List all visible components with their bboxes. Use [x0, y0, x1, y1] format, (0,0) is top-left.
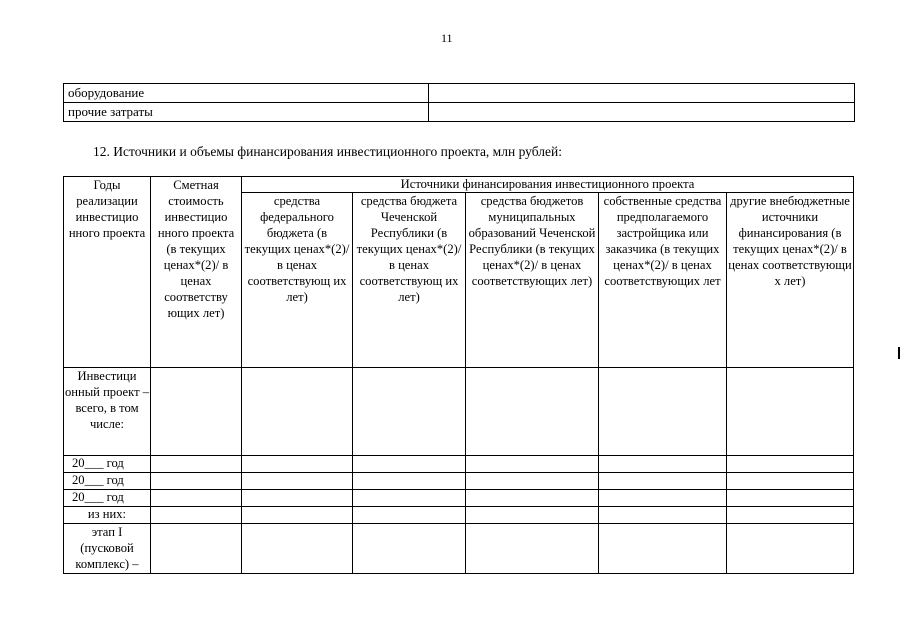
empty-cell [429, 84, 855, 103]
margin-mark [898, 347, 900, 359]
col-header-estimated-cost: Сметная стоимость инвестицио нного проекта (в текущих ценах*(2)/ в ценах соответству ющих лет) [151, 177, 242, 368]
row-label-year: 20___ год [64, 456, 151, 473]
col-header-other-sources: другие внебюджетные источники финансирования (в текущих ценах*(2)/ в ценах соответствующи х лет) [727, 193, 854, 368]
row-label-of-them: из них: [64, 507, 151, 524]
table-row [64, 524, 854, 574]
col-header-developer-funds: собственные средства предполагаемого застройщика или заказчика (в текущих ценах*(2)/ в ценах соответствующих лет [599, 193, 727, 368]
row-label-other-costs: прочие затраты [64, 103, 429, 122]
table-row [64, 490, 854, 507]
cost-items-table [63, 83, 855, 122]
table-row [64, 456, 854, 473]
row-label-stage-1: этап I (пусковой комплекс) – [64, 524, 151, 574]
empty-cell [429, 103, 855, 122]
row-label-project-total: Инвестици онный проект – всего, в том числе: [64, 368, 151, 456]
row-label-year: 20___ год [64, 473, 151, 490]
header-row [64, 177, 854, 193]
table-row [64, 473, 854, 490]
table-row [64, 368, 854, 456]
col-header-municipal-budgets: средства бюджетов муниципальных образований Чеченской Республики (в текущих ценах*(2)/ в ценах соответствующих лет) [466, 193, 599, 368]
table-row [64, 103, 855, 122]
section-title: 12. Источники и объемы финансирования инвестиционного проекта, млн рублей: [93, 144, 562, 159]
row-label-equipment: оборудование [64, 84, 429, 103]
table-row [64, 507, 854, 524]
table-row [64, 84, 855, 103]
col-header-federal-budget: средства федерального бюджета (в текущих ценах*(2)/ в ценах соответствующ их лет) [242, 193, 353, 368]
row-label-year: 20___ год [64, 490, 151, 507]
group-header-financing-sources: Источники финансирования инвестиционного проекта [242, 177, 854, 193]
col-header-republic-budget: средства бюджета Чеченской Республики (в текущих ценах*(2)/ в ценах соответствующ их лет) [353, 193, 466, 368]
col-header-years: Годы реализации инвестицио нного проекта [64, 177, 151, 368]
financing-sources-table [63, 176, 854, 574]
page-number: 11 [441, 31, 453, 45]
